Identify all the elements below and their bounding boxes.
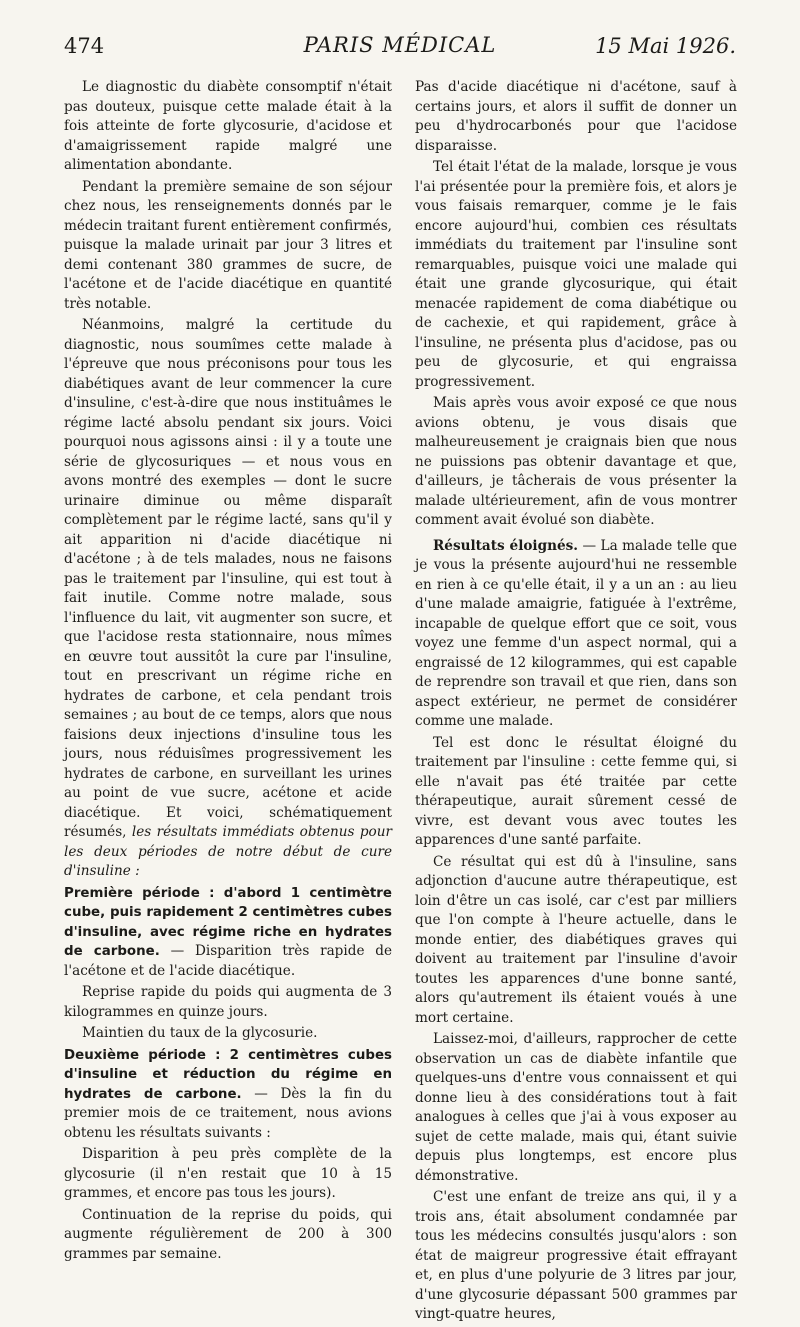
- paragraph: Continuation de la reprise du poids, qui augmente régulièrement de 200 à 300 grammes par semaine.: [64, 1206, 392, 1262]
- period-1-text: — Disparition très rapide de l'acétone et de l'acide diacétique.: [64, 943, 392, 979]
- paragraph: Le diagnostic du diabète consomptif n'était pas douteux, puisque cette malade était à la fois atteinte de forte glycosurie, d'acidose et d'amaigrissement rapide malgré une alimentation abondante.: [64, 79, 392, 173]
- paragraph: Disparition à peu près complète de la glycosurie (il n'en restait que 10 à 15 grammes, et encore pas tous les jours).: [64, 1146, 392, 1201]
- issue-date: 15 Mai 1926.: [595, 34, 736, 58]
- results-text: — La malade telle que je vous la présente aujourd'hui ne ressemble en rien à ce qu'elle était, il y a un an : au lieu d'une malade amaigrie, fatiguée à l'extrême, incapable de quelque effort que ce soit, vous voyez une femme d'un aspect normal, qui a engraissé de 12 kilogrammes, qui est capable de reprendre son travail et que rien, dans son aspect extérieur, ne permet de considérer comme une malade.: [415, 537, 737, 729]
- period-2-text: — Dès la fin du premier mois de ce traitement, nous avions obtenu les résultats suivants :: [64, 1085, 393, 1141]
- paragraph: Mais après vous avoir exposé ce que nous avions obtenu, je vous disais que malheureusement je craignais bien que nous ne puissions pas obtenir davantage et que, d'ailleurs, je tâcherais de vous présenter la malade ultérieurement, afin de vous montrer comment avait évolué son diabète.: [415, 395, 737, 528]
- period-2-paragraph: [64, 1046, 392, 1144]
- paragraph: Pas d'acide diacétique ni d'acétone, sauf à certains jours, et alors il suffit de donner un peu d'hydrocarbonés pour que l'acidose disparaisse.: [415, 79, 737, 154]
- paragraph: Tel est donc le résultat éloigné du traitement par l'insuline : cette femme qui, si elle n'avait pas été traitée par cette thérapeutique, aurait sûrement cessé de vivre, est devant vous avec toutes les apparences d'une santé parfaite.: [415, 734, 737, 848]
- period-1-paragraph: [64, 884, 392, 982]
- paragraph: C'est une enfant de treize ans qui, il y a trois ans, était absolument condamnée par tous les médecins consultés jusqu'alors : son état de maigreur progressive était effrayant et, en plus d'une polyurie de 3 litres par jour, d'une glycosurie dépassant 500 grammes par vingt-quatre heures,: [415, 1189, 737, 1322]
- left-column: [64, 78, 392, 1266]
- results-paragraph: [415, 537, 737, 732]
- paragraph: [64, 316, 392, 882]
- paragraph-text: Néanmoins, malgré la certitude du diagnostic, nous soumîmes cette malade à l'épreuve que nous préconisons pour tous les diabétiques avant de leur commencer la cure d'insuline, c'est-à-dire que nous instituâmes le régime lacté absolu pendant six jours. Voici pourquoi nous agissons ainsi : il y a toute une série de glycosuriques — et nous vous en avons montré des exemples — dont le sucre urinaire diminue ou même disparaît complètement par le régime lacté, sans qu'il y ait apparition ni d'acide diacétique ni d'acétone ; à de tels malades, nous ne faisons pas le traitement par l'insuline, qui est tout à fait inutile. Comme notre malade, sous l'influence du lait, vit augmenter son sucre, et que l'acidose resta stationnaire, nous mîmes en œuvre tout aussitôt la cure par l'insuline, tout en prescrivant un régime riche en hydrates de carbone, et cela pendant trois semaines ; au bout de ce temps, alors que nous faisions deux injections d'insuline tous les jours, nous réduisîmes progressivement les hydrates de carbone, en surveillant les urines au point de vue sucre, acétone et acide diacétique. Et voici, schématiquement résumés,: [64, 317, 392, 840]
- page-header: [0, 30, 800, 68]
- paragraph: Reprise rapide du poids qui augmenta de 3 kilogrammes en quinze jours.: [64, 984, 392, 1020]
- paragraph: Maintien du taux de la glycosurie.: [82, 1025, 318, 1041]
- paragraph: Tel était l'état de la malade, lorsque je vous l'ai présentée pour la première fois, et alors je vous faisais remarquer, comme je le fais encore aujourd'hui, combien ces résultats immédiats du traitement par l'insuline sont remarquables, puisque voici une malade qui était une grande glycosurique, qui était menacée rapidement de coma diabétique ou de cachexie, et qui rapidement, grâce à l'insuline, ne présenta plus d'acidose, pas ou peu de glycosurie, et qui engraissa progressivement.: [415, 159, 737, 390]
- period-1-heading: Première période : d'abord 1 centimètre cube, puis rapidement 2 centimètres cubes d'insuline, avec régime riche en hydrates de carbone.: [64, 885, 392, 959]
- paragraph: Ce résultat qui est dû à l'insuline, sans adjonction d'aucune autre thérapeutique, est loin d'être un cas isolé, car c'est par milliers que l'on compte à l'heure actuelle, dans le monde entier, des diabétiques graves qui doivent au traitement par l'insuline d'avoir toutes les apparences d'une bonne santé, alors qu'autrement ils étaient voués à une mort certaine.: [415, 853, 737, 1026]
- page-number: 474: [64, 34, 105, 58]
- italic-phrase: les résultats immédiats obtenus pour les deux périodes de notre début de cure d'insuline :: [64, 824, 392, 879]
- journal-title: PARIS MÉDICAL: [303, 33, 497, 57]
- period-2-heading: Deuxième période : 2 centimètres cubes d'insuline et réduction du régime en hydrates de carbone.: [64, 1047, 392, 1102]
- results-heading: Résultats éloignés.: [433, 537, 579, 554]
- paragraph: Laissez-moi, d'ailleurs, rapprocher de cette observation un cas de diabète infantile que quelques-uns d'entre vous connaissent et qui donne lieu à des considérations tout à fait analogues à celles que j'ai à vous exposer au sujet de cette malade, mais qui, étant suivie depuis plus longtemps, est encore plus démonstrative.: [415, 1031, 737, 1184]
- right-column: [415, 78, 737, 1327]
- paragraph: Pendant la première semaine de son séjour chez nous, les renseignements donnés par le médecin traitant furent entièrement confirmés, puisque la malade urinait par jour 3 litres et demi contenant 380 grammes de sucre, de l'acétone et de l'acide diacétique en quantité très notable.: [64, 178, 392, 312]
